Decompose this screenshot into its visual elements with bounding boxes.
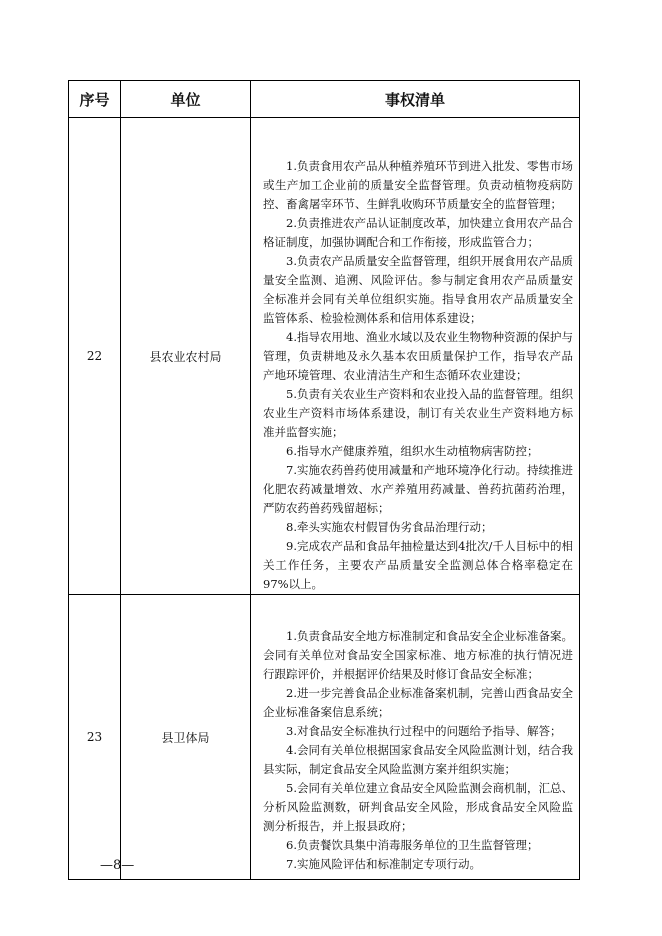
duty-item: 5.负责有关农业生产资料和农业投入品的监督管理。组织农业生产资料市场体系建设，制订有关农业生产资料地方标准并监督实施； [263, 387, 573, 439]
duty-item: 8.牵头实施农村假冒伪劣食品治理行动； [286, 520, 493, 534]
duty-item: 4.指导农用地、渔业水域以及农业生物物种资源的保护与管理，负责耕地及永久基本农田质量保护工作，指导农产品产地环境管理、农业清洁生产和生态循环农业建设； [263, 330, 573, 382]
duty-item: 2.进一步完善食品企业标准备案机制，完善山西食品安全企业标准备案信息系统； [263, 686, 573, 719]
header-duty-list: 事权清单 [251, 81, 580, 118]
row-unit-name: 县卫体局 [121, 595, 251, 880]
duty-item: 6.负责餐饮具集中消毒服务单位的卫生监督管理； [286, 838, 539, 852]
duty-item: 2.负责推进农产品认证制度改革，加快建立食用农产品合格证制度，加强协调配合和工作衔接，形成监管合力； [263, 216, 573, 249]
duty-item: 7.实施农药兽药使用减量和产地环境净化行动。持续推进化肥农药减量增效、水产养殖用药减量、兽药抗菌药治理，严防农药兽药残留超标； [263, 463, 573, 515]
page-number: —8— [100, 858, 135, 873]
row-duty-cell [251, 595, 580, 880]
duty-item: 3.对食品安全标准执行过程中的问题给予指导、解答； [286, 724, 562, 738]
row-serial-number: 23 [69, 595, 121, 880]
duty-item: 7.实施风险评估和标准制定专项行动。 [286, 857, 481, 871]
duty-item: 1.负责食用农产品从种植养殖环节到进入批发、零售市场或生产加工企业前的质量安全监督管理。负责动植物疫病防控、畜禽屠宰环节、生鲜乳收购环节质量安全的监督管理； [263, 159, 573, 211]
table-header-row [69, 81, 580, 118]
duty-item: 3.负责农产品质量安全监督管理，组织开展食用农产品质量安全监测、追溯、风险评估。参与制定食用农产品质量安全标准并会同有关单位组织实施。指导食用农产品质量安全监管体系、检验检测体系和信用体系建设； [263, 254, 573, 325]
duty-item: 9.完成农产品和食品年抽检量达到4批次/千人目标中的相关工作任务，主要农产品质量安全监测总体合格率稳定在97%以上。 [263, 539, 573, 591]
duty-item: 1.负责食品安全地方标准制定和食品安全企业标准备案。会同有关单位对食品安全国家标准、地方标准的执行情况进行跟踪评价，并根据评价结果及时修订食品安全标准； [263, 629, 573, 681]
duty-item: 5.会同有关单位建立食品安全风险监测会商机制，汇总、分析风险监测数，研判食品安全风险，形成食品安全风险监测分析报告，并上报县政府； [263, 781, 573, 833]
row-serial-number: 22 [69, 118, 121, 595]
duty-item: 6.指导水产健康养殖，组织水生动植物病害防控； [286, 444, 539, 458]
header-unit: 单位 [121, 81, 251, 118]
duty-list-table [68, 80, 580, 880]
table-row [69, 118, 580, 595]
row-unit-name: 县农业农村局 [121, 118, 251, 595]
duty-item: 4.会同有关单位根据国家食品安全风险监测计划，结合我县实际，制定食品安全风险监测方案并组织实施； [263, 743, 573, 776]
header-serial-number: 序号 [69, 81, 121, 118]
row-duty-cell [251, 118, 580, 595]
table-row [69, 595, 580, 880]
